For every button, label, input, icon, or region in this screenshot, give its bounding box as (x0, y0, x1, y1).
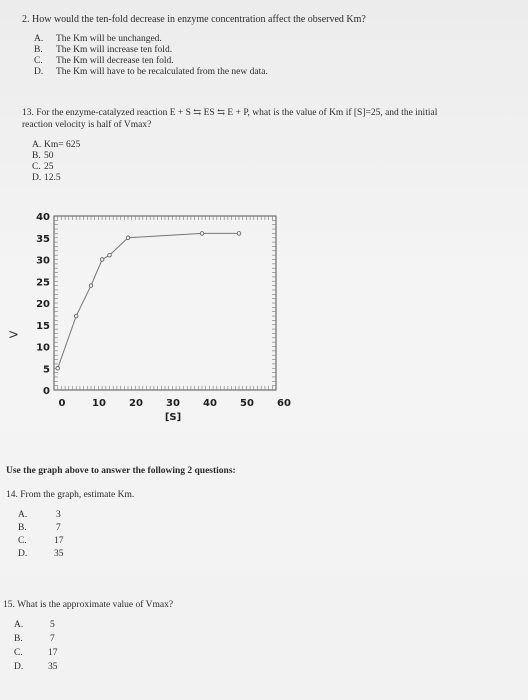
q15-option-c[interactable] (14, 648, 58, 659)
option-text: Km= 625 (44, 140, 81, 150)
q12-option-d[interactable] (34, 67, 268, 78)
q12-option-c[interactable] (34, 56, 174, 67)
x-tick-label: 10 (92, 398, 106, 409)
x-tick-label: 30 (166, 398, 180, 409)
x-tick-label: 0 (58, 398, 66, 409)
data-point (74, 314, 78, 318)
x-tick-label: 20 (129, 398, 143, 409)
option-text: 12.5 (44, 173, 61, 183)
option-letter: D. (18, 549, 28, 559)
data-point (237, 232, 241, 236)
question-13-line-1: 13. For the enzyme-catalyzed reaction E + S ⇆ ES ⇆ E + P, what is the value of Km if [S]=25, and the initial (22, 108, 438, 118)
y-tick-label: 5 (43, 364, 50, 376)
option-text: 17 (48, 648, 58, 658)
option-letter: B. (14, 634, 23, 644)
option-letter: A. (14, 620, 24, 630)
question-12 (22, 14, 366, 26)
option-text: 25 (44, 162, 54, 172)
y-tick-label: 10 (36, 342, 50, 354)
option-text: The Km will increase ten fold. (56, 45, 173, 55)
graph-instruction: Use the graph above to answer the following 2 questions: (6, 466, 236, 476)
y-tick-label: 0 (43, 386, 50, 397)
option-letter: B. (34, 45, 43, 55)
data-point (56, 366, 60, 370)
option-letter: B. (18, 523, 27, 533)
q15-option-a[interactable] (14, 620, 55, 631)
q14-option-b[interactable] (18, 523, 61, 534)
x-tick-labels (59, 398, 291, 409)
q15-option-d[interactable] (14, 662, 58, 673)
q13-option-c[interactable] (32, 162, 54, 173)
q13-option-a[interactable] (32, 140, 80, 151)
option-letter: D. (32, 173, 42, 183)
y-tick-label: 40 (36, 212, 50, 223)
question-12-number: 2. (22, 14, 30, 25)
option-letter: C. (34, 56, 43, 66)
q14-option-c[interactable] (18, 536, 64, 547)
option-letter: A. (34, 34, 44, 44)
option-letter: A. (18, 510, 28, 520)
y-tick-label: 30 (36, 255, 50, 267)
option-text: 50 (44, 151, 54, 161)
y-tick-label: 15 (36, 320, 50, 332)
series-line (58, 233, 239, 368)
q14-option-a[interactable] (18, 510, 61, 521)
option-text: 5 (50, 620, 55, 630)
plot-frame (54, 216, 276, 390)
option-letter: A. (32, 140, 42, 150)
option-letter: C. (32, 162, 41, 172)
option-text: 35 (48, 662, 58, 672)
x-axis-label: [S] (164, 412, 182, 423)
option-letter: C. (18, 536, 27, 546)
data-point (126, 236, 130, 240)
option-text: The Km will decrease ten fold. (56, 56, 174, 66)
q13-option-d[interactable] (32, 173, 61, 184)
question-14: 14. From the graph, estimate Km. (6, 490, 135, 500)
michaelis-menten-graph (0, 208, 528, 448)
option-text: 35 (54, 549, 64, 559)
option-letter: B. (32, 151, 41, 161)
chart-axes (54, 216, 276, 390)
data-point (200, 232, 204, 236)
option-letter: D. (14, 662, 24, 672)
question-15: 15. What is the approximate value of Vmax? (3, 600, 174, 610)
x-tick-label: 50 (240, 398, 254, 409)
q14-option-d[interactable] (18, 549, 64, 560)
question-13 (22, 107, 437, 131)
x-tick-label: 40 (203, 398, 217, 409)
data-point (108, 253, 112, 257)
option-text: The Km will be unchanged. (56, 34, 162, 44)
q13-option-b[interactable] (32, 151, 54, 162)
y-tick-labels (36, 212, 50, 397)
q15-option-b[interactable] (14, 634, 55, 645)
data-point (100, 258, 104, 262)
question-13-line-2: reaction velocity is half of Vmax? (22, 120, 152, 130)
option-text: The Km will have to be recalculated from the new data. (56, 67, 268, 77)
option-letter: C. (14, 648, 23, 658)
option-text: 7 (56, 523, 61, 533)
q12-option-b[interactable] (34, 45, 172, 56)
y-tick-label: 35 (36, 233, 50, 245)
y-tick-label: 20 (36, 299, 50, 310)
option-letter: D. (34, 67, 44, 77)
y-tick-label: 25 (36, 277, 50, 289)
y-axis-label: V (7, 330, 21, 339)
option-text: 3 (56, 510, 61, 520)
option-text: 7 (50, 634, 55, 644)
q12-option-a[interactable] (34, 34, 162, 45)
question-12-text: How would the ten-fold decrease in enzyme concentration affect the observed Km? (32, 14, 366, 25)
x-tick-label: 60 (277, 398, 291, 409)
option-text: 17 (54, 536, 64, 546)
data-point (89, 284, 93, 288)
